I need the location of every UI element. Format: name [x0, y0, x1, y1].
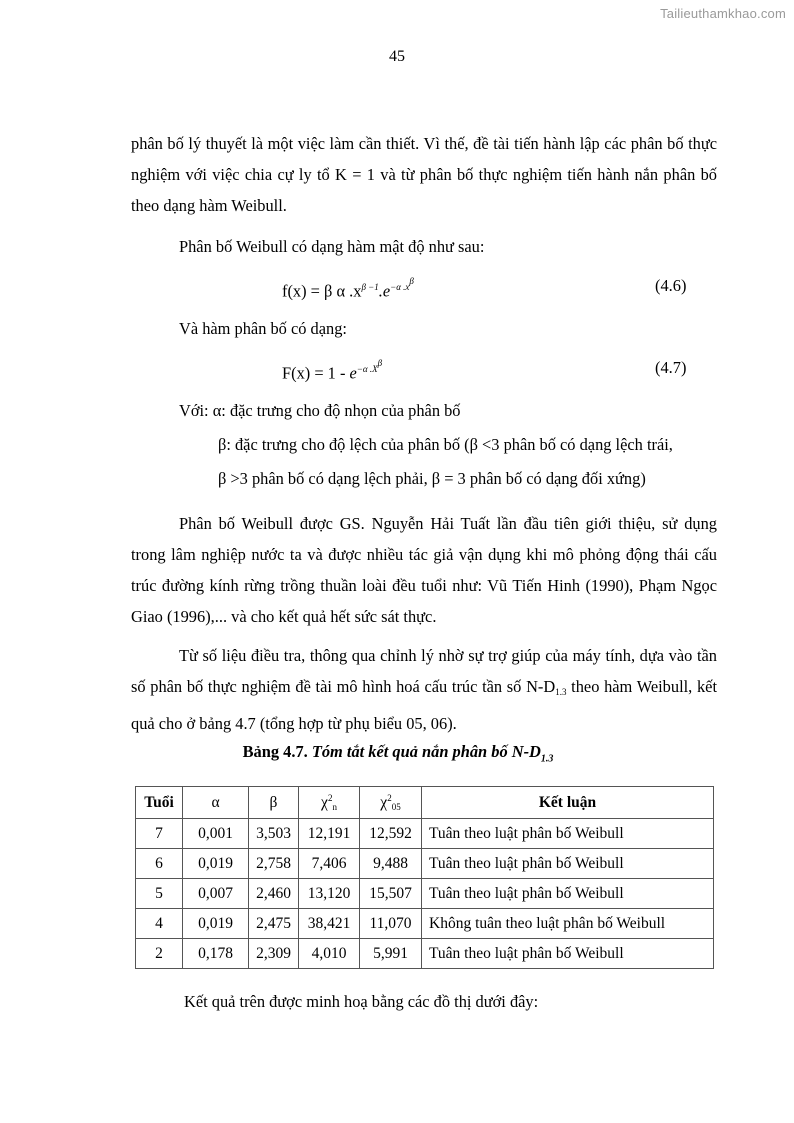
definition-beta: β: đặc trưng cho độ lệch của phân bố (β <3 phân bố có dạng lệch trái, — [218, 435, 673, 454]
cell-beta: 3,503 — [249, 819, 299, 849]
formula-density-lhs: f(x) = β α .x — [282, 281, 362, 301]
paragraph-modeling: Từ số liệu điều tra, thông qua chỉnh lý nhờ sự trợ giúp của máy tính, dựa vào tần số phân bố thực nghiệm đề tài mô hình hoá cấu trúc tần số N-D1.3 theo hàm Weibull, kết quả cho ở bảng 4.7 (tổng hợp từ phụ biểu 05, 06). — [131, 646, 718, 733]
table-caption: Bảng 4.7. Tóm tắt kết quả nắn phân bố $N-D_{1.3}$ — [242, 742, 554, 765]
cell-age: 2 — [136, 939, 183, 969]
header-age: Tuổi — [136, 787, 183, 819]
paragraph-weibull-density-intro: Phân bố Weibull có dạng hàm mật độ như sau: — [179, 237, 485, 256]
cell-beta: 2,475 — [249, 909, 299, 939]
cell-age: 6 — [136, 849, 183, 879]
header-beta: β — [249, 787, 299, 819]
cell-conclusion: Tuân theo luật phân bố Weibull — [422, 939, 714, 969]
cell-chi-05: 12,592 — [360, 819, 422, 849]
cell-age: 4 — [136, 909, 183, 939]
results-table — [135, 786, 714, 969]
cell-chi-n: 7,406 — [299, 849, 360, 879]
header-conclusion: Kết luận — [422, 787, 714, 819]
table-caption-subscript: 1.3 — [540, 753, 554, 765]
cell-chi-n: 13,120 — [299, 879, 360, 909]
formula-cdf-base: e — [349, 363, 357, 383]
table-row — [136, 819, 714, 849]
cell-beta: 2,758 — [249, 849, 299, 879]
formula-cdf-exp: −α .Xβ — [356, 358, 383, 374]
header-chi-square-n: $\chi^2n$ — [299, 787, 360, 819]
cell-alpha: 0,178 — [183, 939, 249, 969]
cell-conclusion: Không tuân theo luật phân bố Weibull — [422, 909, 714, 939]
cell-conclusion: Tuân theo luật phân bố Weibull — [422, 849, 714, 879]
formula-density-mid: .e — [378, 281, 391, 301]
table-header-row — [136, 787, 714, 819]
table-row — [136, 879, 714, 909]
cell-chi-n: 12,191 — [299, 819, 360, 849]
cell-alpha: 0,001 — [183, 819, 249, 849]
cell-chi-05: 11,070 — [360, 909, 422, 939]
equation-number-4-6: (4.6) — [655, 276, 687, 295]
definition-beta-continued: β >3 phân bố có dạng lệch phải, β = 3 phân bố có dạng đối xứng) — [218, 469, 646, 488]
cell-alpha: 0,019 — [183, 849, 249, 879]
formula-density — [282, 276, 414, 301]
paragraph-intro: phân bố lý thuyết là một việc làm cần thiết. Vì thế, đề tài tiến hành lập các phân bố thực nghiệm với việc chia cự ly tổ K = 1 và từ phân bố thực nghiệm tiến hành nắn phân bố theo dạng hàm Weibull. — [131, 134, 717, 215]
formula-cdf — [282, 358, 382, 383]
table-row — [136, 939, 714, 969]
equation-number-4-7: (4.7) — [655, 358, 687, 377]
table-row — [136, 849, 714, 879]
cell-chi-n: 38,421 — [299, 909, 360, 939]
cell-beta: 2,460 — [249, 879, 299, 909]
cell-chi-05: 9,488 — [360, 849, 422, 879]
cell-alpha: 0,007 — [183, 879, 249, 909]
cell-alpha: 0,019 — [183, 909, 249, 939]
paragraph-graphs-intro: Kết quả trên được minh hoạ bằng các đồ thị dưới đây: — [184, 992, 539, 1011]
cell-conclusion: Tuân theo luật phân bố Weibull — [422, 819, 714, 849]
cell-beta: 2,309 — [249, 939, 299, 969]
table-caption-label: Bảng 4.7 — [242, 742, 304, 761]
paragraph-cdf-intro: Và hàm phân bố có dạng: — [179, 319, 347, 338]
table-row — [136, 909, 714, 939]
header-chi-square-05: $\chi^205$ — [360, 787, 422, 819]
cell-age: 7 — [136, 819, 183, 849]
cell-age: 5 — [136, 879, 183, 909]
watermark: Tailieuthamkhao.com — [660, 6, 786, 21]
formula-cdf-lhs: F(x) = 1 - — [282, 363, 350, 383]
cell-chi-05: 15,507 — [360, 879, 422, 909]
header-alpha: α — [183, 787, 249, 819]
cell-conclusion: Tuân theo luật phân bố Weibull — [422, 879, 714, 909]
table-caption-title: Tóm tắt kết quả nắn phân bố N-D — [311, 742, 541, 761]
page-number: 45 — [389, 48, 405, 65]
formula-density-exp2: −α .xβ — [390, 276, 414, 292]
formula-density-exp1: β −1 — [361, 282, 379, 292]
definition-alpha: Với: α: đặc trưng cho độ nhọn của phân bố — [179, 401, 461, 420]
paragraph-weibull-history: Phân bố Weibull được GS. Nguyễn Hải Tuất lần đầu tiên giới thiệu, sử dụng trong lâm nghiệp nước ta và được nhiều tác giả vận dụng khi mô phỏng động thái cấu trúc đường kính rừng trồng thuần loài đều tuổi như: Vũ Tiến Hinh (1990), Phạm Ngọc Giao (1996),... và cho kết quả hết sức sát thực. — [131, 514, 717, 626]
cell-chi-n: 4,010 — [299, 939, 360, 969]
cell-chi-05: 5,991 — [360, 939, 422, 969]
